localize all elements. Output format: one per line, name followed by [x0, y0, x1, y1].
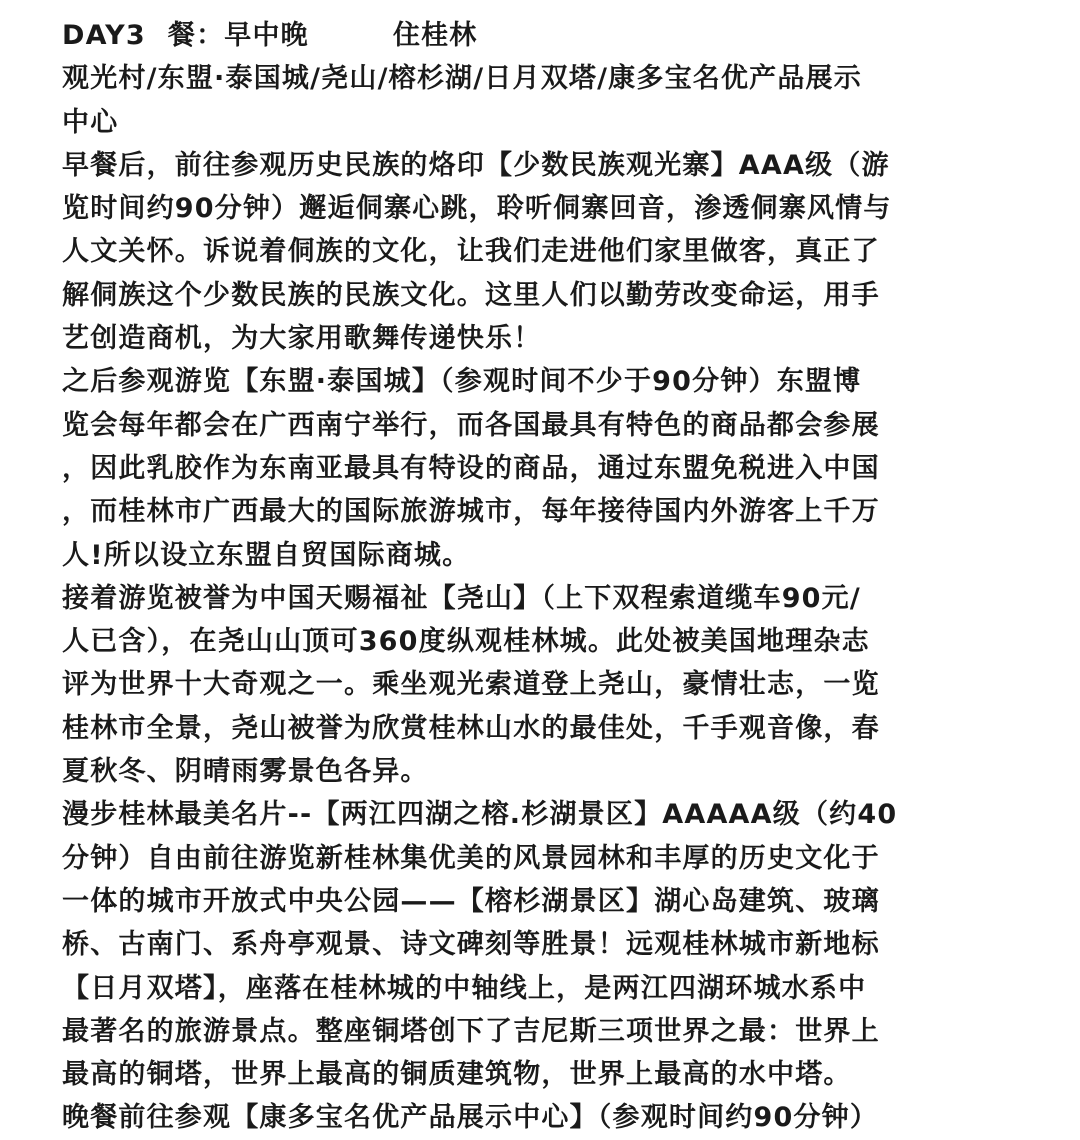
text-line: 评为世界十大奇观之一。乘坐观光索道登上尧山，豪情壮志，一览: [62, 669, 880, 701]
text-line: 解侗族这个少数民族的民族文化。这里人们以勤劳改变命运，用手: [62, 279, 880, 311]
paragraph-asean-city: [62, 360, 1022, 576]
text-line: 艺创造商机，为大家用歌舞传递快乐！: [62, 323, 542, 355]
text-line: 接着游览被誉为中国天赐福祉【尧山】（上下双程索道缆车90元/: [62, 582, 861, 614]
route-line: 观光村/东盟·泰国城/尧山/榕杉湖/日月双塔/康多宝名优产品展示: [62, 63, 862, 95]
text-line: 夏秋冬、阴晴雨雾景色各异。: [62, 756, 429, 788]
text-line: 【日月双塔】，座落在桂林城的中轴线上，是两江四湖环城水系中: [62, 972, 867, 1004]
text-line: 之后参观游览【东盟·泰国城】（参观时间不少于90分钟）东盟博: [62, 366, 862, 398]
text-line: 晚餐前往参观【康多宝名优产品展示中心】（参观时间约90分钟）: [62, 1102, 879, 1134]
route-summary: [62, 57, 1022, 144]
text-line: ，而桂林市广西最大的国际旅游城市，每年接待国内外游客上千万: [62, 496, 880, 528]
text-line: 人已含），在尧山山顶可360度纵观桂林城。此处被美国地理杂志: [62, 626, 870, 658]
text-line: 最著名的旅游景点。整座铜塔创下了吉尼斯三项世界之最：世界上: [62, 1015, 880, 1047]
paragraph-lakes: [62, 793, 1022, 1096]
text-line: 早餐后，前往参观历史民族的烙印【少数民族观光寨】AAA级（游: [62, 149, 890, 181]
text-line: 览会每年都会在广西南宁举行，而各国最具有特色的商品都会参展: [62, 409, 880, 441]
text-line: 分钟）自由前往游览新桂林集优美的风景园林和丰厚的历史文化于: [62, 842, 880, 874]
text-line: 最高的铜塔，世界上最高的铜质建筑物，世界上最高的水中塔。: [62, 1059, 852, 1091]
day-label: DAY3: [62, 20, 146, 51]
text-line: 漫步桂林最美名片--【两江四湖之榕.杉湖景区】AAAAA级（约40: [62, 799, 898, 831]
text-line: 桂林市全景，尧山被誉为欣赏桂林山水的最佳处，千手观音像，春: [62, 712, 880, 744]
text-line: 一体的城市开放式中央公园——【榕杉湖景区】湖心岛建筑、玻璃: [62, 885, 880, 917]
paragraph-dinner: [62, 1096, 1022, 1139]
text-line: 览时间约90分钟）邂逅侗寨心跳，聆听侗寨回音，渗透侗寨风情与: [62, 193, 892, 225]
paragraph-village: [62, 144, 1022, 360]
paragraph-yaoshan: [62, 577, 1022, 793]
text-line: 桥、古南门、系舟亭观景、诗文碑刻等胜景！远观桂林城市新地标: [62, 929, 880, 961]
day-header: [62, 14, 1022, 57]
route-line: 中心: [62, 106, 119, 138]
itinerary-document: [62, 14, 1022, 1140]
meals-label: 餐：早中晚: [167, 20, 309, 51]
stay-label: 住桂林: [392, 20, 478, 51]
text-line: 人!所以设立东盟自贸国际商城。: [62, 539, 471, 571]
text-line: 人文关怀。诉说着侗族的文化，让我们走进他们家里做客，真正了: [62, 236, 880, 268]
text-line: ，因此乳胶作为东南亚最具有特设的商品，通过东盟免税进入中国: [62, 452, 880, 484]
